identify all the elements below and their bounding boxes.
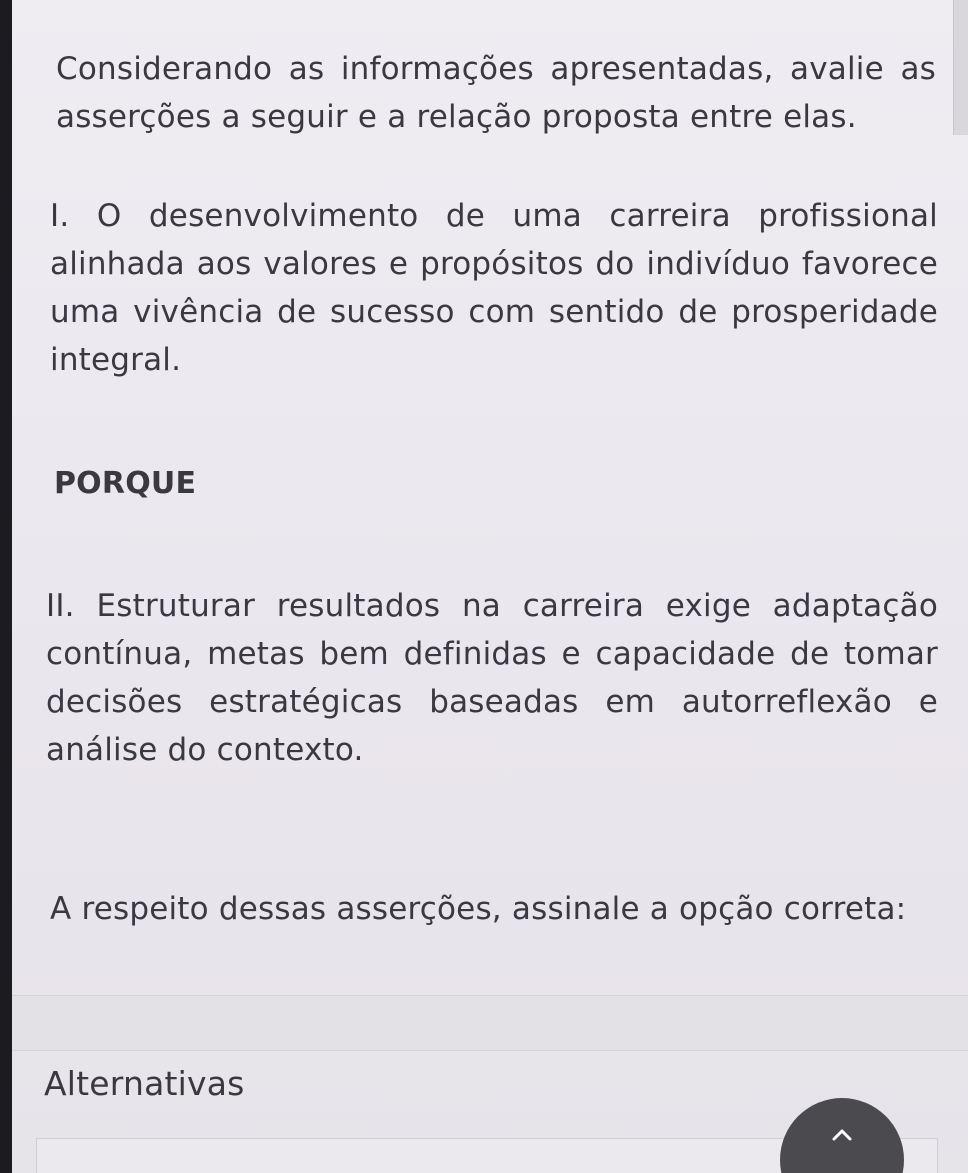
chevron-up-icon — [831, 1128, 853, 1142]
scroll-top-button[interactable] — [780, 1098, 904, 1173]
scrollbar[interactable] — [953, 0, 968, 135]
question-prompt: A respeito dessas asserções, assinale a opção correta: — [50, 891, 907, 927]
assertion-two: II. Estruturar resultados na carreira exige adaptação contínua, metas bem definidas e capacidade de tomar decisões estratégicas baseadas em autorreflexão e análise do contexto. — [46, 588, 938, 768]
question-intro: Considerando as informações apresentadas, avalie as asserções a seguir e a relação proposta entre elas. — [56, 51, 936, 135]
section-divider — [12, 995, 968, 1051]
alternatives-title: Alternativas — [44, 1064, 245, 1103]
assertion-one: I. O desenvolvimento de uma carreira profissional alinhada aos valores e propósitos do indivíduo favorece uma vivência de sucesso com sentido de prosperidade integral. — [50, 198, 938, 378]
connector-porque: PORQUE — [54, 466, 197, 501]
question-screen — [12, 0, 968, 1173]
